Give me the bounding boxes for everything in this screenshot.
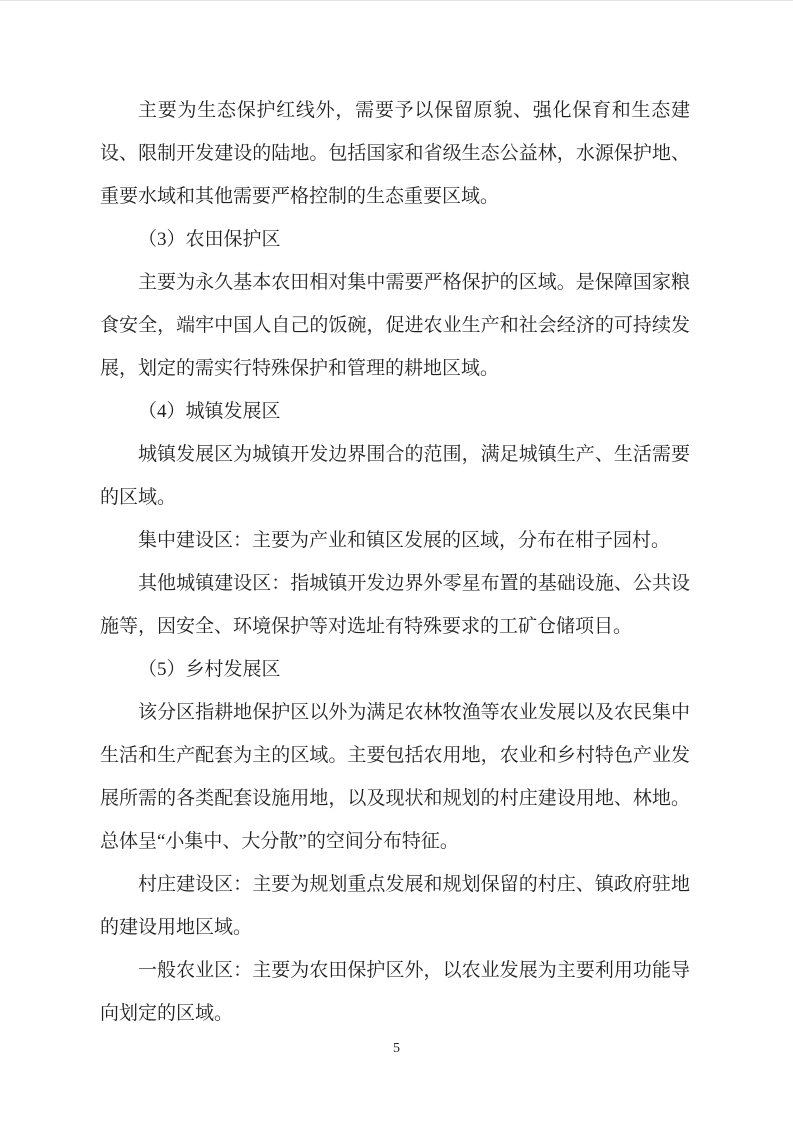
para-urban-development-desc: 城镇发展区为城镇开发边界围合的范围，满足城镇生产、生活需要的区域。 (100, 444, 690, 508)
para-concentrated-construction-zone: 集中建设区：主要为产业和镇区发展的区域，分布在柑子园村。 (138, 530, 671, 551)
document-body (100, 89, 690, 1035)
para-rural-development-desc: 该分区指耕地保护区以外为满足农林牧渔等农业发展以及农民集中生活和生产配套为主的区域。主要包括农用地，农业和乡村特色产业发展所需的各类配套设施用地，以及现状和规划的村庄建设用地、林地。总体呈“小集中、大分散”的空间分布特征。 (100, 702, 690, 852)
para-general-agriculture-zone: 一般农业区：主要为农田保护区外，以农业发展为主要利用功能导向划定的区域。 (100, 960, 690, 1024)
heading-urban-development-zone: （4）城镇发展区 (138, 401, 281, 422)
heading-rural-development-zone: （5）乡村发展区 (138, 659, 281, 680)
para-ecological-control-desc: 主要为生态保护红线外，需要予以保留原貌、强化保育和生态建设、限制开发建设的陆地。包括国家和省级生态公益林，水源保护地、重要水域和其他需要严格控制的生态重要区域。 (100, 100, 690, 207)
heading-farmland-protection-zone: （3）农田保护区 (138, 229, 281, 250)
para-farmland-protection-desc: 主要为永久基本农田相对集中需要严格保护的区域。是保障国家粮食安全，端牢中国人自己的饭碗，促进农业生产和社会经济的可持续发展，划定的需实行特殊保护和管理的耕地区域。 (100, 272, 690, 379)
page-number: 5 (393, 1041, 400, 1056)
para-other-urban-construction-zone: 其他城镇建设区：指城镇开发边界外零星布置的基础设施、公共设施等，因安全、环境保护等对选址有特殊要求的工矿仓储项目。 (100, 573, 690, 637)
para-village-construction-zone: 村庄建设区：主要为规划重点发展和规划保留的村庄、镇政府驻地的建设用地区域。 (100, 874, 690, 938)
